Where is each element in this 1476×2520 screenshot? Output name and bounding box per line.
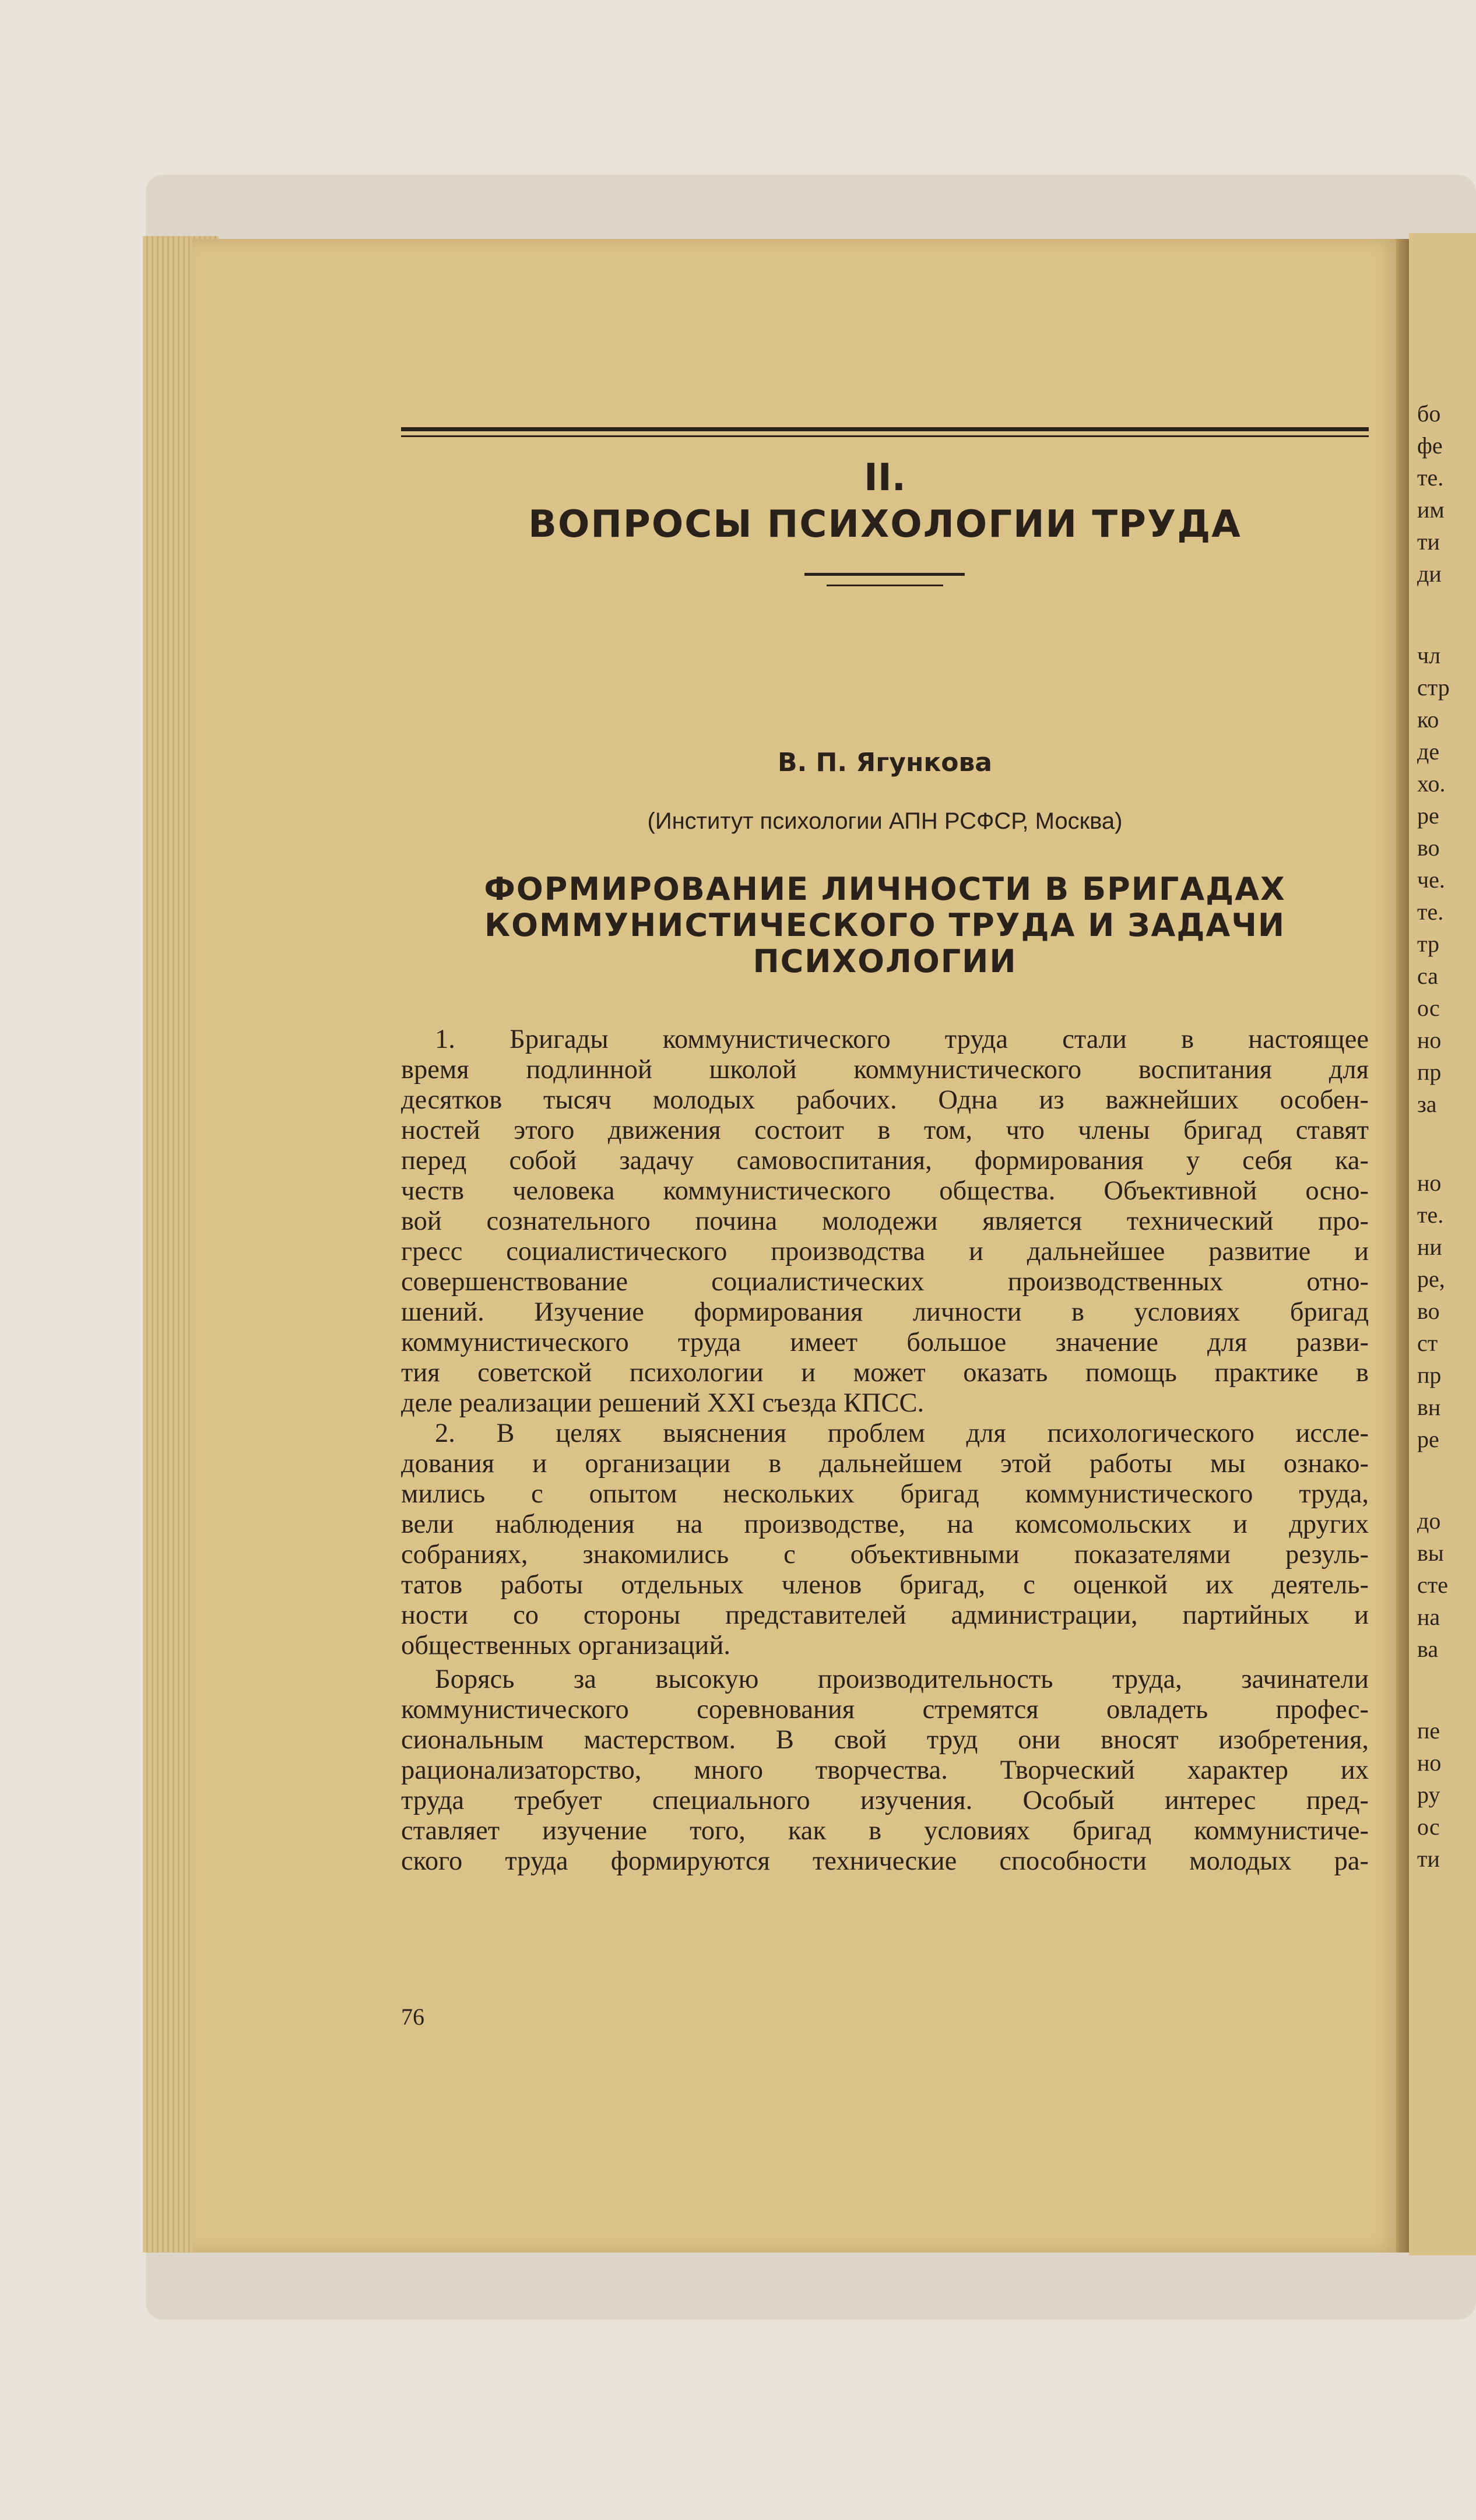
facing-page-fragment: ре, xyxy=(1417,1266,1445,1292)
body-line: ского труда формируются технические способности молодых ра- xyxy=(401,1846,1369,1876)
body-line: десятков тысяч молодых рабочих. Одна из важнейших особен- xyxy=(401,1085,1369,1115)
body-line: татов работы отдельных членов бригад, с оценкой их деятель- xyxy=(401,1570,1369,1600)
body-line: рационализаторство, много творчества. Творческий характер их xyxy=(401,1755,1369,1785)
title-underline-thin xyxy=(827,585,943,586)
body-line: ности со стороны представителей администрации, партийных и xyxy=(401,1600,1369,1630)
facing-page-fragment: ва xyxy=(1417,1636,1439,1662)
section-title: ВОПРОСЫ ПСИХОЛОГИИ ТРУДА xyxy=(528,503,1242,546)
facing-page-fragment: ти xyxy=(1417,1846,1440,1872)
body-line: сиональным мастерством. В свой труд они вносят изобретения, xyxy=(401,1725,1369,1755)
body-line: деле реализации решений XXI съезда КПСС. xyxy=(401,1388,925,1418)
facing-page-fragment: сте xyxy=(1417,1572,1448,1598)
body-line: шений. Изучение формирования личности в условиях бригад xyxy=(401,1297,1369,1327)
facing-page-fragment: но xyxy=(1417,1170,1442,1196)
facing-page-fragment: те. xyxy=(1417,1202,1444,1228)
body-line: гресс социалистического производства и дальнейшее развитие и xyxy=(401,1237,1369,1266)
facing-page-fragment: ос xyxy=(1417,995,1440,1021)
facing-page-fragment: чл xyxy=(1417,642,1441,668)
facing-page-fragment: во xyxy=(1417,835,1440,861)
body-line: коммунистического труда имеет большое значение для разви- xyxy=(401,1328,1369,1357)
facing-page xyxy=(1409,233,1476,2255)
author-affiliation: (Институт психологии АПН РСФСР, Москва) xyxy=(647,808,1123,834)
facing-page-fragment: вы xyxy=(1417,1540,1444,1566)
facing-page-fragment: бо xyxy=(1417,400,1441,427)
facing-page-fragment: фе xyxy=(1417,432,1443,459)
facing-page-fragment: но xyxy=(1417,1750,1442,1776)
body-line: время подлинной школой коммунистического воспитания для xyxy=(401,1055,1369,1085)
article-title-line: ФОРМИРОВАНИЕ ЛИЧНОСТИ В БРИГАДАХ xyxy=(484,871,1286,907)
facing-page-fragment: стр xyxy=(1417,674,1450,701)
body-line: труда требует специального изучения. Особый интерес пред- xyxy=(401,1786,1369,1815)
body-line: вой сознательного почина молодежи является технический про- xyxy=(401,1206,1369,1236)
facing-page-fragment: са xyxy=(1417,963,1438,989)
facing-page-fragment: ре xyxy=(1417,803,1439,829)
facing-page-fragment: им xyxy=(1417,497,1445,523)
facing-page-fragment: вн xyxy=(1417,1394,1441,1420)
facing-page-fragment: ко xyxy=(1417,706,1439,733)
facing-page-fragment: хо. xyxy=(1417,770,1446,797)
facing-page-fragment: пр xyxy=(1417,1362,1442,1388)
body-line: тия советской психологии и может оказать помощь практике в xyxy=(401,1358,1369,1388)
body-line: вели наблюдения на производстве, на комсомольских и других xyxy=(401,1509,1369,1539)
facing-page-fragment: во xyxy=(1417,1298,1440,1324)
facing-page-fragment: де xyxy=(1417,738,1440,765)
section-number: II. xyxy=(864,456,906,499)
body-line: совершенствование социалистических производственных отно- xyxy=(401,1267,1369,1297)
facing-page-fragment: ни xyxy=(1417,1234,1442,1260)
header-rule-thick xyxy=(401,427,1369,431)
facing-page-fragment: ди xyxy=(1417,561,1442,587)
facing-page-fragment: пе xyxy=(1417,1717,1440,1744)
facing-page-fragment: ст xyxy=(1417,1330,1438,1356)
facing-page-fragment: ти xyxy=(1417,529,1440,555)
body-line: собраниях, знакомились с объективными показателями резуль- xyxy=(401,1540,1369,1569)
body-line: ставляет изучение того, как в условиях бригад коммунистиче- xyxy=(401,1816,1369,1846)
body-line: коммунистического соревнования стремятся овладеть профес- xyxy=(401,1695,1369,1724)
body-line: дования и организации в дальнейшем этой работы мы ознако- xyxy=(401,1449,1369,1479)
facing-page-fragment: че. xyxy=(1417,867,1445,893)
body-line: 2. В целях выяснения проблем для психологического иссле- xyxy=(435,1419,1369,1448)
body-line: мились с опытом нескольких бригад коммунистического труда, xyxy=(401,1479,1369,1509)
article-author: В. П. Ягункова xyxy=(777,748,992,777)
body-line: общественных организаций. xyxy=(401,1631,730,1660)
facing-page-fragment: ос xyxy=(1417,1814,1440,1840)
header-rule-thin xyxy=(401,435,1369,437)
page-number: 76 xyxy=(401,2004,424,2030)
title-underline-thick xyxy=(804,573,965,576)
article-title xyxy=(401,871,1369,980)
body-line: Борясь за высокую производительность труда, зачинатели xyxy=(435,1664,1369,1694)
facing-page-fragment: до xyxy=(1417,1508,1441,1534)
body-line: честв человека коммунистического общества. Объективной осно- xyxy=(401,1176,1369,1206)
facing-page-fragment: те. xyxy=(1417,899,1444,925)
article-title-line: КОММУНИСТИЧЕСКОГО ТРУДА И ЗАДАЧИ xyxy=(484,907,1286,944)
facing-page-fragment: но xyxy=(1417,1027,1442,1053)
facing-page-fragment: тр xyxy=(1417,931,1439,957)
facing-page-fragment: ру xyxy=(1417,1782,1440,1808)
facing-page-fragment: ре xyxy=(1417,1426,1439,1452)
body-line: ностей этого движения состоит в том, что члены бригад ставят xyxy=(401,1115,1369,1145)
book-gutter xyxy=(1396,239,1409,2252)
facing-page-fragment: на xyxy=(1417,1604,1440,1630)
facing-page-fragment: те. xyxy=(1417,464,1444,491)
facing-page-fragment: пр xyxy=(1417,1059,1442,1085)
body-line: 1. Бригады коммунистического труда стали в настоящее xyxy=(435,1025,1369,1054)
body-line: перед собой задачу самовоспитания, формирования у себя ка- xyxy=(401,1146,1369,1175)
article-title-line: ПСИХОЛОГИИ xyxy=(753,943,1017,980)
facing-page-fragment: за xyxy=(1417,1091,1437,1117)
